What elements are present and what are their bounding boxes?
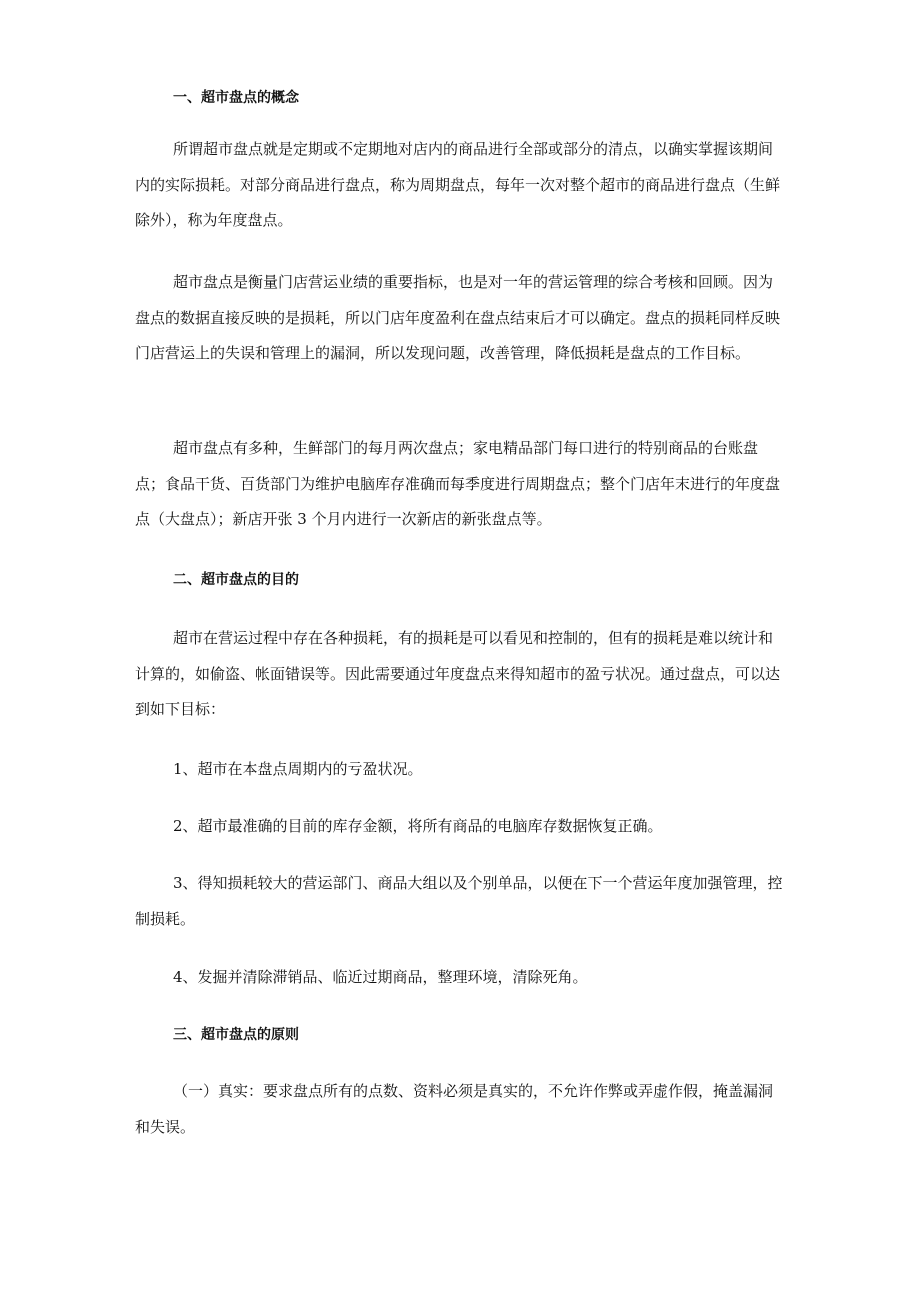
paragraph-purpose-intro: 超市在营运过程中存在各种损耗，有的损耗是可以看见和控制的，但有的损耗是难以统计和计算的，如偷盗、帐面错误等。因此需要通过年度盘点来得知超市的盈亏状况。通过盘点，可以达到如下目标： xyxy=(135,629,781,719)
paragraph-concept-definition: 所谓超市盘点就是定期或不定期地对店内的商品进行全部或部分的清点，以确实掌握该期间内的实际损耗。对部分商品进行盘点，称为周期盘点，每年一次对整个超市的商品进行盘点（生鲜除外），称为年度盘点。 xyxy=(135,140,781,230)
paragraph-concept-importance: 超市盘点是衡量门店营运业绩的重要指标，也是对一年的营运管理的综合考核和回顾。因为盘点的数据直接反映的是损耗，所以门店年度盈利在盘点结束后才可以确定。盘点的损耗同样反映门店营运上的失误和管理上的漏洞，所以发现问题，改善管理，降低损耗是盘点的工作目标。 xyxy=(135,273,781,363)
paragraph-principle-truth: （一）真实：要求盘点所有的点数、资料必须是真实的，不允许作弊或弄虚作假，掩盖漏洞和失误。 xyxy=(135,1082,774,1136)
section-heading-principles: 三、超市盘点的原则 xyxy=(173,1027,299,1043)
paragraph-concept-types: 超市盘点有多种，生鲜部门的每月两次盘点；家电精品部门每口进行的特别商品的台账盘点；食品干货、百货部门为维护电脑库存准确而每季度进行周期盘点；整个门店年末进行的年度盘点（大盘点）；新店开张 3 个月内进行一次新店的新张盘点等。 xyxy=(135,439,781,529)
purpose-item-2: 2、超市最准确的目前的库存金额，将所有商品的电脑库存数据恢复正确。 xyxy=(173,817,663,835)
purpose-item-3: 3、得知损耗较大的营运部门、商品大组以及个别单品，以便在下一个营运年度加强管理，控制损耗。 xyxy=(135,874,783,928)
section-heading-concept: 一、超市盘点的概念 xyxy=(173,90,299,106)
purpose-item-1: 1、超市在本盘点周期内的亏盈状况。 xyxy=(173,760,423,778)
section-heading-purpose: 二、超市盘点的目的 xyxy=(173,572,299,588)
purpose-item-4: 4、发掘并清除滞销品、临近过期商品，整理环境，清除死角。 xyxy=(173,968,588,986)
